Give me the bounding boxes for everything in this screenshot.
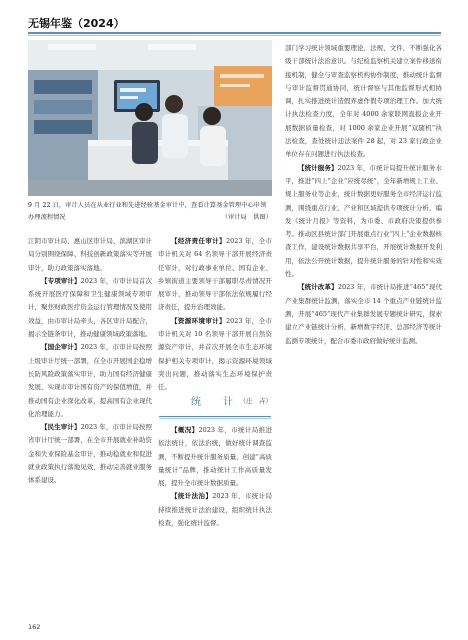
section-tag: 【统计改革】 (298, 283, 338, 292)
section-tag: 【资源环境审计】 (171, 316, 226, 325)
paragraph: 江阴市审计局、惠山区审计局、滨湖区审计局分别围绕保障、科技创新政策落实等开展审计，助力政策落实落地。 (28, 237, 152, 272)
section-tag: 【民生审计】 (41, 423, 81, 432)
section-heading-rule-thin (159, 418, 271, 419)
column-middle (158, 235, 272, 408)
paragraph-text: 2023 年，市统计局持续推进统计法治建设，组织统计执法检查，强化统计监督。 (158, 492, 273, 528)
paragraph-text: 2023 年，市统计局推进“465”现代产业集群统计监测，落实全市 14 个重点产业链统计监测，开展“465”现代产业集群发展专题统计研究，探索建立产业链统计分析，新增数字经济、总部经济等统计监测专项统计，配合市委市政府做好统计监测。 (285, 283, 442, 345)
paragraph: 部门学习统计领域重要理论、法规、文件，不断强化各级干部统计法治意识。与纪检监察机关建立案件移送衔接机制，健全与审查监察机构协作制度，推动统计监督与审计监督贯通协同，统计督察与其他监督形式相协调，扎实推进统计造假弄虚作假专项治理工作。加大统计执法检查力度，全年对 4000 余家联网直报企业开展数据质量检查，对 1000 余家企业开展“双随机”执法检查，查处统计违法案件 28 起，对 23 家行政企业单位存在问题进行执法检查。 (285, 44, 442, 159)
section-tag: 【国企审计】 (41, 343, 81, 352)
paragraph-text: 2023 年，市审计局首次系统开展医疗保障和卫生健康领域专项审计，聚焦财政医疗资金运行管理情况及使用效益，由市审计局牵头，各区审计局配合，揭示全链条审计，推动健康领域政策落地。 (28, 276, 153, 339)
section-tag: 【概况】 (171, 426, 199, 434)
photo-caption (28, 200, 272, 224)
author-credit: （庄 卉） (239, 396, 272, 405)
section-heading-rule (159, 416, 271, 417)
page-number: 162 (28, 623, 41, 631)
column-left (28, 235, 152, 488)
paragraph-text: 2023 年，市审计局按照上级审计厅统一部署，在全市开展国企稳增长防风险政策落实审计，助力国有经济健康发展，实现市审计国有资产的保值增值，并推动国有企业深化改革，提高国有企业现代化治理能力。 (28, 343, 153, 418)
header-rule-thin (28, 35, 441, 36)
header-rule (28, 32, 441, 34)
section-heading-statistics: 统 计 (191, 397, 239, 408)
paragraph-text: 2023 年，全市审计机关对 10 名领导干部开展自然资源资产审计，并首次开展全市生态环境保护相关专项审计，揭示资源环境领域突出问题，推动落实生态环境保护责任。 (158, 316, 273, 392)
column-middle-lower (158, 424, 272, 530)
paragraph-text: 2023 年，市统计局推进依法统计，依法治统，做好统计调查监测，不断提升统计服务质量，创建“高质量统计”品牌，推动统计工作高质量发展，提升全市统计数据质量。 (158, 426, 273, 488)
section-tag: 【专项审计】 (41, 276, 81, 285)
news-photo (28, 40, 272, 196)
paragraph-text: 2023 年，市统计局提升统计服务水平，推进“四上”企业“应统尽统”，全年新增规上工业、规上服务业等企业，统计数据更好服务全市经济运行监测，围绕重点行业、产业和区域提供专项统计分析，编发《统计月报》等资料，为市委、市政府决策提供参考。推动区县统计部门开展重点行业“四上”企业数据核查工作，建设统计数据共享平台，开展统计数据开发利用，依法公开统计数据，提升统计服务的针对性和实效性。 (285, 163, 443, 279)
paragraph-text: 2023 年，市审计局按照省审计厅统一部署，在全市开展就业补助资金和失业保险基金审计，推动稳就业和促进就业政策执行落地见效，推动完善就业服务体系建设。 (28, 423, 153, 485)
column-right (285, 42, 442, 348)
paragraph-text: 2023 年，全市审计机关对 64 名领导干部开展经济责任审计，对行政事业单位、国有企业、乡镇街道主要领导干部履职尽责情况开展审计，推动领导干部依法依规履行经济责任，提升治理效能。 (158, 237, 273, 312)
section-tag: 【统计服务】 (298, 163, 338, 172)
yearbook-header-title: 无锡年鉴（2024） (28, 17, 125, 30)
caption-text: 9 月 22 日，审计人员在从业行业和先进经验基金审计中，查看计算基金管理中心申领办理流程情况 (28, 202, 267, 221)
section-tag: 【统计法治】 (171, 492, 213, 501)
section-tag: 【经济责任审计】 (171, 237, 226, 245)
caption-credit: （审计局 供图） (221, 214, 272, 221)
